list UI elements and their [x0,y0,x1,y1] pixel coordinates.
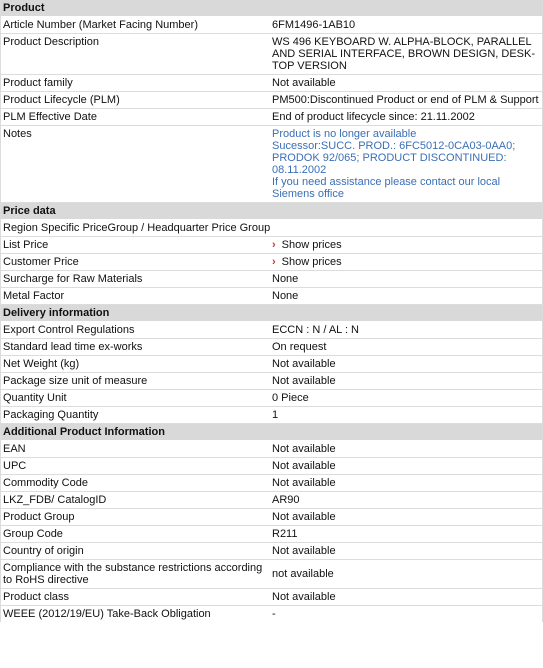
row-label: Quantity Unit [3,392,67,404]
label-line: Compliance with the substance restrictions according [3,562,263,574]
row-value: PM500:Discontinued Product or end of PLM & Support [272,94,539,106]
table-row [1,492,542,509]
row-label: Customer Price [3,256,79,268]
table-row [1,356,542,373]
row-value: Not available [272,77,336,89]
table-row [1,34,542,75]
table-row [1,606,542,622]
row-label: Product family [3,77,73,89]
row-label: Surcharge for Raw Materials [3,273,143,285]
row-value: 6FM1496-1AB10 [272,19,356,31]
row-label: Product Description [3,36,99,48]
row-value: Not available [272,591,336,603]
table-row [1,458,542,475]
show-prices-link[interactable] [272,256,342,268]
table-row [1,339,542,356]
row-label: Notes [3,128,32,140]
row-value: Not available [272,511,336,523]
row-label: Metal Factor [3,290,65,302]
value-line: TOP VERSION [272,60,347,72]
table-row-notes [1,126,542,203]
table-row [1,407,542,424]
table-row [1,560,542,589]
table-row [1,475,542,492]
row-label: Group Code [3,528,63,540]
table-row [1,373,542,390]
row-value: AR90 [272,494,300,506]
row-label: Package size unit of measure [3,375,148,387]
rohs-value: not available [272,568,334,580]
notes-line: PRODOK 92/065; PRODUCT DISCONTINUED: [272,152,507,164]
table-row [1,17,542,34]
customer-price-value [269,254,542,270]
link-label: Show prices [281,239,342,251]
row-label: EAN [3,443,26,455]
row-label: PLM Effective Date [3,111,97,123]
row-value: R211 [272,528,298,540]
label-line: to RoHS directive [3,574,89,586]
row-value: End of product lifecycle since: 21.11.2002 [272,111,475,123]
row-value: Not available [272,375,336,387]
row-value: 0 Piece [272,392,309,404]
notes-line: If you need assistance please contact our local [272,176,501,188]
rohs-label [1,560,269,588]
row-value: Not available [272,460,336,472]
section-header-price: Price data [1,203,542,220]
row-label: Export Control Regulations [3,324,135,336]
row-label: Article Number (Market Facing Number) [3,19,198,31]
row-value: Not available [272,545,336,557]
row-label: Commodity Code [3,477,88,489]
table-row [1,589,542,606]
row-label: LKZ_FDB/ CatalogID [3,494,107,506]
row-value: None [272,273,299,285]
table-row [1,441,542,458]
show-prices-link[interactable] [272,239,342,251]
table-row [1,237,542,254]
table-row [1,509,542,526]
row-label: WEEE (2012/19/EU) Take-Back Obligation [3,608,211,620]
row-value: 1 [272,409,279,421]
table-row [1,271,542,288]
row-label: Product Group [3,511,75,523]
chevron-right-icon: › [272,239,276,251]
notes-line: Product is no longer available [272,128,417,140]
table-row [1,92,542,109]
row-label: Product class [3,591,70,603]
notes-line: 08.11.2002 [272,164,327,176]
section-header-product: Product [1,0,542,17]
chevron-right-icon: › [272,256,276,268]
table-row [1,543,542,560]
table-row [1,109,542,126]
section-header-additional: Additional Product Information [1,424,542,441]
row-value: Not available [272,443,336,455]
notes-value [269,126,542,202]
notes-line: Siemens office [272,188,344,200]
section-header-delivery: Delivery information [1,305,542,322]
row-value [269,560,542,588]
table-row [1,322,542,339]
link-label: Show prices [281,256,342,268]
row-label: List Price [3,239,49,251]
row-value: Not available [272,477,336,489]
table-row [1,526,542,543]
value-line: WS 496 KEYBOARD W. ALPHA-BLOCK, PARALLEL [272,36,532,48]
row-label: Packaging Quantity [3,409,99,421]
row-label: Country of origin [3,545,84,557]
row-label: Standard lead time ex-works [3,341,143,353]
notes-line: Sucessor:SUCC. PROD.: 6FC5012-0CA03-0AA0; [272,140,516,152]
table-row [1,288,542,305]
table-row [1,390,542,407]
row-label: Net Weight (kg) [3,358,80,370]
list-price-value [269,237,542,253]
row-value: On request [272,341,327,353]
row-label: Region Specific PriceGroup / Headquarter Price Group [3,222,271,234]
table-row [1,254,542,271]
row-label: UPC [3,460,27,472]
value-line: AND SERIAL INTERFACE, BROWN DESIGN, DESK- [272,48,536,60]
table-row [1,220,542,237]
table-row [1,75,542,92]
row-value: ECCN : N / AL : N [272,324,360,336]
row-value: None [272,290,299,302]
row-value: Not available [272,358,336,370]
row-label: Product Lifecycle (PLM) [3,94,120,106]
product-description-value [269,34,542,74]
row-value: - [272,608,276,620]
